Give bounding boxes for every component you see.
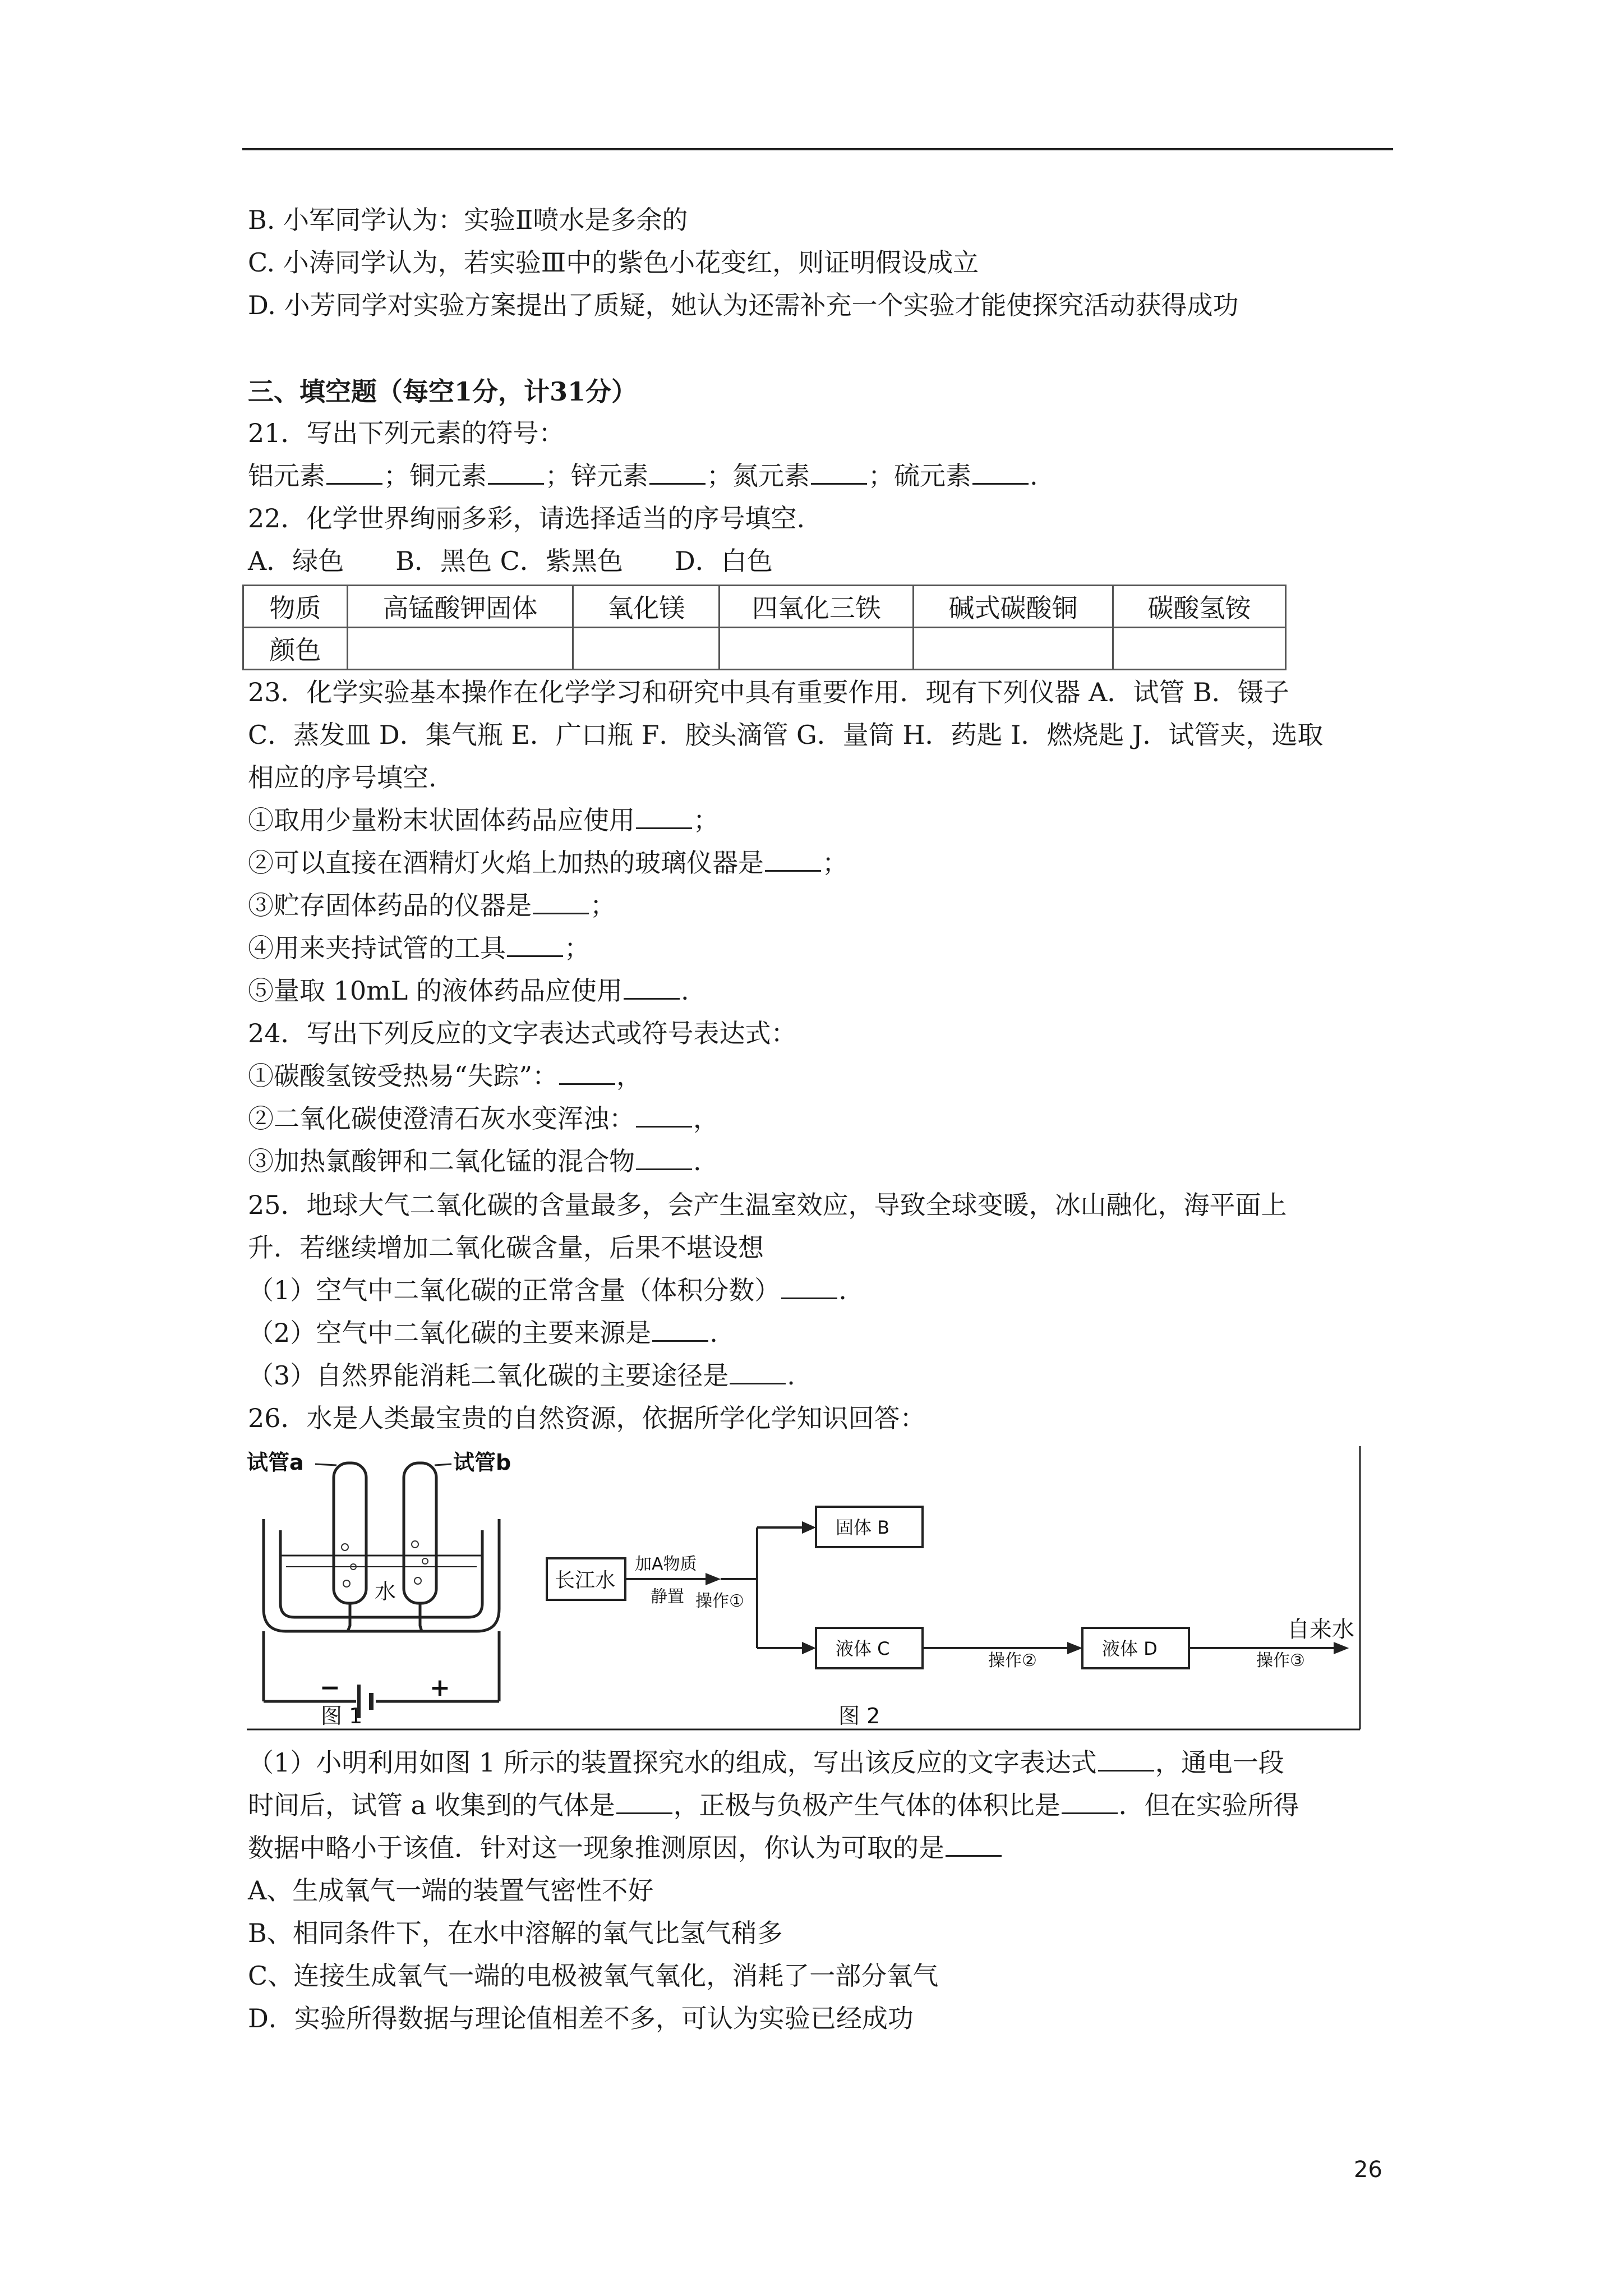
question-22-options: A．绿色 B．黑色 C．紫黑色 D．白色: [248, 546, 773, 576]
answer-option-d: D．实验所得数据与理论值相差不多，可认为实验已经成功: [248, 2003, 914, 2033]
question-25-line2: 升．若继续增加二氧化碳含量，后果不堪设想: [248, 1232, 764, 1263]
question-24-item1: ①碳酸氢铵受热易“失踪”： ，: [248, 1061, 643, 1091]
water-label: 水: [375, 1579, 396, 1604]
answer-option-b: B、相同条件下，在水中溶解的氧气比氢气稍多: [248, 1918, 783, 1948]
solid-b-label: 固体 B: [836, 1517, 890, 1538]
q20-option-c: C. 小涛同学认为，若实验Ⅲ中的紫色小花变红，则证明假设成立: [248, 247, 979, 278]
tap-water-label: 自来水: [1287, 1617, 1354, 1642]
liquid-c-label: 液体 C: [836, 1638, 890, 1659]
op1-label: 操作①: [695, 1591, 744, 1611]
question-24-item3: ③加热氯酸钾和二氧化锰的混合物 .: [248, 1146, 702, 1176]
question-23-line1: 23．化学实验基本操作在化学学习和研究中具有重要作用．现有下列仪器 A．试管 B．镊子: [248, 677, 1289, 707]
question-25-line1: 25．地球大气二氧化碳的含量最多，会产生温室效应，导致全球变暖，冰山融化，海平面上: [248, 1190, 1287, 1220]
table-cell-empty[interactable]: [720, 628, 914, 670]
tube-a-label: 试管a: [247, 1450, 304, 1475]
question-23-item4: ④用来夹持试管的工具 ；: [248, 933, 590, 963]
question-26-part1-line3: 数据中略小于该值．针对这一现象推测原因，你认为可取的是: [248, 1831, 1003, 1865]
question-24: 24．写出下列反应的文字表达式或符号表达式：: [248, 1018, 797, 1048]
table-cell: 氧化镁: [573, 586, 720, 628]
question-25-item1: （1）空气中二氧化碳的正常含量（体积分数） .: [248, 1275, 847, 1305]
question-23-item3: ③贮存固体药品的仪器是 ；: [248, 890, 616, 921]
settle-label: 静置: [651, 1587, 684, 1607]
page-number: 26: [1354, 2157, 1382, 2183]
question-21-blanks: 铝元素 ；铜元素 ；锌元素 ；氮元素 ；硫元素 .: [248, 461, 1038, 491]
question-26-part1-line1: （1）小明利用如图 1 所示的装置探究水的组成，写出该反应的文字表达式 ，通电一段: [248, 1747, 1284, 1778]
liquid-d-label: 液体 D: [1102, 1638, 1158, 1659]
minus-label: −: [320, 1673, 340, 1702]
table-cell: 碱式碳酸铜: [914, 586, 1113, 628]
question-23-item2: ②可以直接在酒精灯火焰上加热的玻璃仪器是 ；: [248, 848, 848, 878]
question-22: 22．化学世界绚丽多彩，请选择适当的序号填空.: [248, 503, 805, 533]
q20-option-b: B. 小军同学认为：实验Ⅱ喷水是多余的: [248, 205, 688, 235]
source-label: 长江水: [555, 1569, 616, 1592]
table-cell-empty[interactable]: [573, 628, 720, 670]
fig2-caption: 图 2: [838, 1704, 880, 1728]
experiment-figure: [247, 1446, 1368, 1732]
op3-label: 操作③: [1256, 1651, 1305, 1671]
question-25-item2: （2）空气中二氧化碳的主要来源是 .: [248, 1318, 718, 1348]
header-rule: [242, 148, 1393, 150]
table-cell: 碳酸氢铵: [1113, 586, 1285, 628]
question-26-part1-line2: 时间后，试管 a 收集到的气体是 ，正极与负极产生气体的体积比是 ．但在实验所得: [248, 1790, 1299, 1820]
answer-option-c: C、连接生成氧气一端的电极被氧气氧化，消耗了一部分氧气: [248, 1961, 939, 1991]
add-a-label: 加A物质: [635, 1554, 697, 1574]
question-25-item3: （3）自然界能消耗二氧化碳的主要途径是 .: [248, 1360, 795, 1391]
plus-label: +: [430, 1673, 450, 1702]
section-heading: 三、填空题（每空1分，计31分）: [248, 376, 638, 407]
fig1-caption: 图 1: [321, 1704, 363, 1728]
color-table: [242, 585, 1287, 670]
question-23-item1: ①取用少量粉末状固体药品应使用 ；: [248, 805, 719, 835]
table-cell: 颜色: [243, 628, 348, 670]
table-row: [243, 628, 1286, 670]
question-24-item2: ②二氧化碳使澄清石灰水变浑浊： ，: [248, 1103, 719, 1134]
question-23-line2: C．蒸发皿 D．集气瓶 E．广口瓶 F．胶头滴管 G．量筒 H．药匙 I．燃烧匙 J．试管夹，选取: [248, 720, 1324, 750]
table-cell-empty[interactable]: [347, 628, 573, 670]
table-cell-empty[interactable]: [1113, 628, 1285, 670]
table-cell-empty[interactable]: [914, 628, 1113, 670]
tube-b-label: 试管b: [453, 1450, 511, 1475]
q20-option-d: D. 小芳同学对实验方案提出了质疑，她认为还需补充一个实验才能使探究活动获得成功: [248, 290, 1239, 320]
answer-option-a: A、生成氧气一端的装置气密性不好: [248, 1875, 654, 1906]
table-row: [243, 586, 1286, 628]
question-23-line3: 相应的序号填空.: [248, 762, 437, 793]
table-cell: 高锰酸钾固体: [347, 586, 573, 628]
question-26: 26．水是人类最宝贵的自然资源，依据所学化学知识回答：: [248, 1403, 926, 1433]
table-cell: 四氧化三铁: [720, 586, 914, 628]
op2-label: 操作②: [988, 1651, 1037, 1671]
table-cell: 物质: [243, 586, 348, 628]
question-21: 21．写出下列元素的符号：: [248, 418, 565, 448]
question-23-item5: ⑤量取 10mL 的液体药品应使用 .: [248, 976, 689, 1006]
